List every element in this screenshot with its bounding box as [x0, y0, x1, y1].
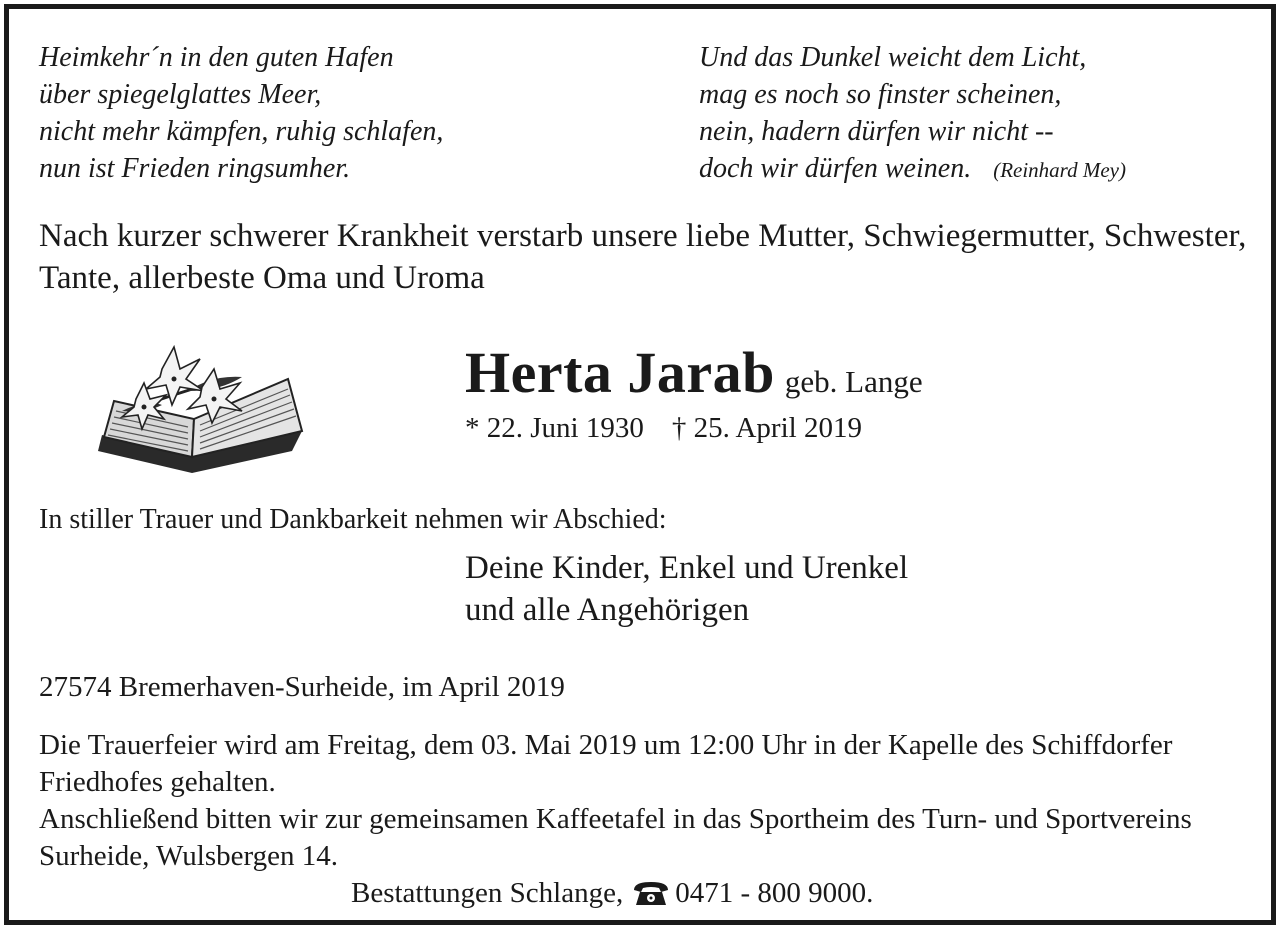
poem-right	[699, 39, 1126, 189]
life-dates	[465, 412, 923, 445]
telephone-icon	[631, 878, 671, 916]
poem-line: nicht mehr kämpfen, ruhig schlafen,	[39, 116, 444, 147]
deceased-name: Herta Jarab	[465, 340, 775, 405]
signer-line: und alle Angehörigen	[465, 592, 750, 628]
poem-line: Und das Dunkel weicht dem Licht,	[699, 42, 1087, 73]
funeral-service-text: Die Trauerfeier wird am Freitag, dem 03. Mai 2019 um 12:00 Uhr in der Kapelle des Schiffdorfer Friedhofes gehalten.	[39, 729, 1173, 798]
signers	[465, 547, 908, 631]
poem-line: Heimkehr´n in den guten Hafen	[39, 42, 394, 73]
intro-text: Nach kurzer schwerer Krankheit verstarb unsere liebe Mutter, Schwiegermutter, Schwester, Tante, allerbeste Oma und Uroma	[39, 218, 1247, 296]
poem-line-text: doch wir dürfen weinen.	[699, 153, 972, 184]
poem-line: nein, hadern dürfen wir nicht --	[699, 116, 1054, 147]
name-line	[465, 339, 923, 406]
open-book-with-lilies-icon	[92, 339, 312, 484]
poem-left	[39, 39, 443, 187]
poem-line: über spiegelglattes Meer,	[39, 79, 322, 110]
phone-number: 0471 - 800 9000.	[675, 877, 874, 909]
poem-line: mag es noch so finster scheinen,	[699, 79, 1062, 110]
death-date: † 25. April 2019	[671, 412, 862, 444]
undertaker-line	[351, 877, 873, 916]
signer-line: Deine Kinder, Enkel und Urenkel	[465, 550, 909, 586]
deceased-block	[465, 339, 923, 445]
undertaker-name: Bestattungen Schlange,	[351, 877, 624, 909]
poem-line: nun ist Frieden ringsumher.	[39, 153, 351, 184]
obituary-frame	[4, 4, 1276, 925]
farewell-text: In stiller Trauer und Dankbarkeit nehmen wir Abschied:	[39, 504, 667, 535]
birth-date: * 22. Juni 1930	[465, 412, 644, 444]
poem-attribution: (Reinhard Mey)	[993, 158, 1126, 182]
poem-line-last	[699, 150, 1126, 189]
place-date: 27574 Bremerhaven-Surheide, im April 2019	[39, 671, 565, 703]
reception-text: Anschließend bitten wir zur gemeinsamen Kaffeetafel in das Sportheim des Turn- und Sportvereins Surheide, Wulsbergen 14.	[39, 803, 1192, 872]
maiden-name: geb. Lange	[784, 364, 923, 399]
funeral-info	[39, 727, 1239, 875]
